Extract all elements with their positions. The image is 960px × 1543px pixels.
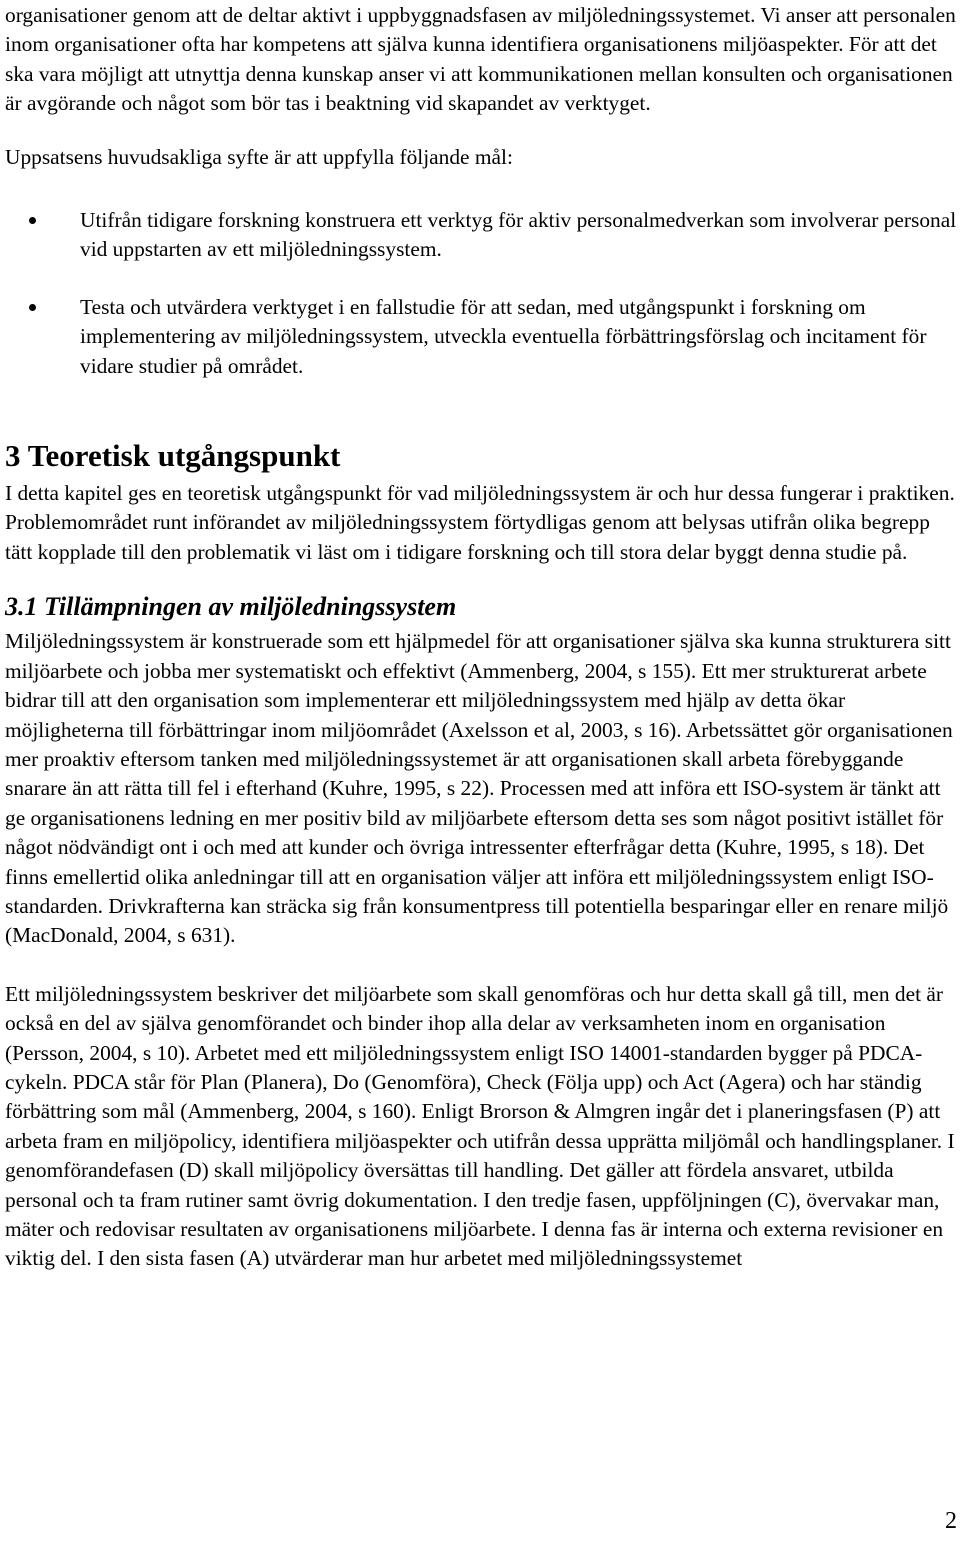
goal-item (5, 293, 957, 381)
intro-paragraph: organisationer genom att de deltar aktivt i uppbyggnadsfasen av miljöledningssystemet. Vi anser att personalen inom organisationer ofta har kompetens att själva kunna identifiera organisationens miljöaspekter. För att det ska vara möjligt att utnyttja denna kunskap anser vi att kommunikationen mellan konsulten och organisationen är avgörande och något som bör tas i beaktning vid skapandet av verktyget. (5, 3, 956, 116)
document-page (5, 0, 957, 1274)
bullet-icon (29, 304, 36, 311)
goal-text: Utifrån tidigare forskning konstruera ett verktyg för aktiv personalmedverkan som involverar personal vid uppstarten av ett miljöledningssystem. (80, 208, 957, 262)
section-paragraph: Miljöledningssystem är konstruerade som ett hjälpmedel för att organisationer själva ska kunna strukturera sitt miljöarbete och jobba mer systematiskt och effektivt (Ammenberg, 2004, s 155). Ett mer strukturerat arbete bidrar till att den organisation som implementerar ett miljöledningssystem med hjälp av detta ökar möjligheterna till förbättringar inom miljöområdet (Axelsson et al, 2003, s 16). Arbetssättet gör organisationen mer proaktiv eftersom tanken med miljöledningssystemet är att organisationen skall arbeta förebyggande snarare än att rätta till fel i efterhand (Kuhre, 1995, s 22). Processen med att införa ett ISO-system är tänkt att ge organisationens ledning en mer positiv bild av miljöarbete eftersom detta ses som något positivt istället för något nödvändigt ont i och med att kunder och övriga intressenter efterfrågar detta (Kuhre, 1995, s 18). Det finns emellertid olika anledningar till att en organisation väljer att införa ett miljöledningssystem enligt ISO-standarden. Drivkrafterna kan sträcka sig från konsumentpress till potentiella besparingar eller en renare miljö (MacDonald, 2004, s 631). (5, 629, 953, 948)
goal-text: Testa och utvärdera verktyget i en fallstudie för att sedan, med utgångspunkt i forskning om implementering av miljöledningssystem, utveckla eventuella förbättringsförslag och incitament för vidare studier på området. (80, 294, 927, 378)
goal-item (5, 206, 957, 265)
page-number: 2 (945, 1508, 957, 1534)
goal-list (5, 206, 957, 381)
section-heading: 3.1 Tillämpningen av miljöledningssystem (5, 592, 457, 622)
section-paragraph: Ett miljöledningssystem beskriver det miljöarbete som skall genomföras och hur detta skall gå till, men det är också en del av själva genomförandet och binder ihop alla delar av verksamheten inom en organisation (Persson, 2004, s 10). Arbetet med ett miljöledningssystem enligt ISO 14001-standarden bygger på PDCA-cykeln. PDCA står för Plan (Planera), Do (Genomföra), Check (Följa upp) och Act (Agera) och har ständig förbättring som mål (Ammenberg, 2004, s 160). Enligt Brorson & Almgren ingår det i planeringsfasen (P) att arbeta fram en miljöpolicy, identifiera miljöaspekter och utifrån dessa upprätta miljömål och handlingsplaner. I genomförandefasen (D) skall miljöpolicy översättas till handling. Det gäller att fördela ansvaret, utbilda personal och ta fram rutiner samt övrig dokumentation. I den tredje fasen, uppföljningen (C), övervakar man, mäter och redovisar resultaten av organisationens miljöarbete. I denna fas är interna och externa revisioner en viktig del. I den sista fasen (A) utvärderar man hur arbetet med miljöledningssystemet (5, 981, 955, 1271)
chapter-heading: 3 Teoretisk utgångspunkt (5, 438, 341, 474)
chapter-paragraph: I detta kapitel ges en teoretisk utgångspunkt för vad miljöledningssystem är och hur dessa fungerar i praktiken. Problemområdet runt införandet av miljöledningssystem förtydligas genom att belysas utifrån olika begrepp tätt kopplade till den problematik vi läst om i tidigare forskning och till stora delar byggt denna studie på. (5, 481, 955, 564)
bullet-icon (29, 217, 36, 224)
goal-intro: Uppsatsens huvudsakliga syfte är att uppfylla följande mål: (5, 144, 513, 169)
